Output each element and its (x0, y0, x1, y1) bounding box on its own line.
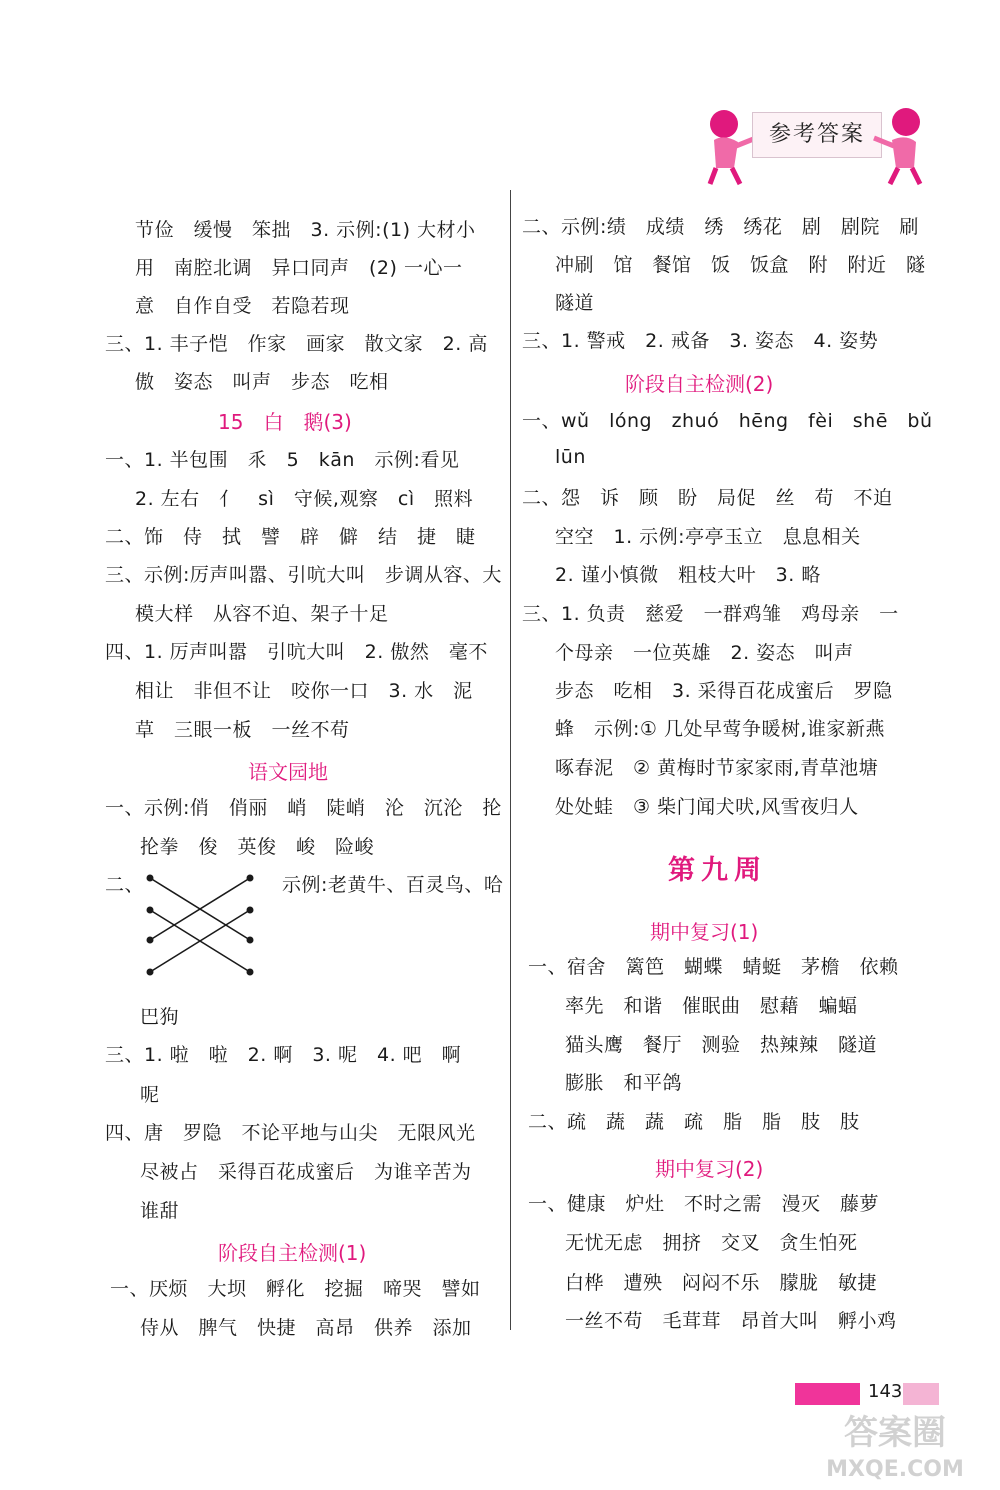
left-line: 2. 左右 亻 sì 守候,观察 cì 照料 (135, 488, 474, 510)
right-line: 空空 1. 示例:亭亭玉立 息息相关 (555, 526, 861, 548)
left-line: 巴狗 (140, 1006, 180, 1028)
left-line: 谁甜 (140, 1200, 180, 1222)
left-line: 三、1. 丰子恺 作家 画家 散文家 2. 高 (105, 333, 488, 355)
left-line: 二、 (105, 874, 145, 896)
left-line: 相让 非但不让 咬你一口 3. 水 泥 (135, 680, 473, 702)
right-line: 三、1. 警戒 2. 戒备 3. 姿态 4. 姿势 (522, 330, 879, 352)
right-line: 啄春泥 ② 黄梅时节家家雨,青草池塘 (555, 757, 879, 779)
right-line: 白桦 遭殃 闷闷不乐 朦胧 敏捷 (565, 1272, 878, 1294)
left-line: 节俭 缓慢 笨拙 3. 示例:(1) 大材小 (135, 219, 476, 241)
right-heading: 期中复习(2) (655, 1157, 764, 1181)
right-line: 三、1. 负责 慈爱 一群鸡雏 鸡母亲 一 (522, 603, 899, 625)
right-line: 二、怨 诉 顾 盼 局促 丝 苟 不迫 (522, 487, 893, 509)
figure-right-icon (870, 98, 930, 188)
right-line: 处处蛙 ③ 柴门闻犬吠,风雪夜归人 (555, 796, 859, 818)
right-line: 2. 谨小慎微 粗枝大叶 3. 略 (555, 564, 821, 586)
figure-left-icon (700, 98, 760, 188)
left-line: 四、1. 厉声叫嚣 引吭大叫 2. 傲然 毫不 (105, 641, 488, 663)
watermark-url: MXQE.COM (826, 1457, 964, 1482)
right-line: 一丝不苟 毛茸茸 昂首大叫 孵小鸡 (565, 1310, 897, 1332)
left-line: 示例:老黄牛、百灵鸟、哈 (282, 874, 504, 896)
left-line: 二、饰 侍 拭 譬 辟 僻 结 捷 睫 (105, 526, 476, 548)
left-line: 三、示例:厉声叫嚣、引吭大叫 步调从容、大 (105, 564, 502, 586)
right-line: 蜂 示例:① 几处早莺争暖树,谁家新燕 (555, 718, 886, 740)
left-line: 尽被占 采得百花成蜜后 为谁辛苦为 (140, 1161, 472, 1183)
left-line: 四、唐 罗隐 不论平地与山尖 无限风光 (105, 1122, 476, 1144)
left-heading: 语文园地 (248, 760, 328, 784)
page-number: 143 (868, 1381, 903, 1402)
matching-lines-diagram (140, 868, 260, 983)
left-line: 侍从 脾气 快捷 高昂 供养 添加 (140, 1317, 472, 1339)
right-heading: 期中复习(1) (650, 920, 759, 944)
right-line: 一、宿舍 篱笆 蝴蝶 蜻蜓 茅檐 依赖 (528, 956, 899, 978)
right-line: 个母亲 一位英雄 2. 姿态 叫声 (555, 642, 854, 664)
right-line: 膨胀 和平鸽 (565, 1072, 683, 1094)
right-heading: 阶段自主检测(2) (625, 372, 774, 396)
left-line: 一、1. 半包围 乑 5 kān 示例:看见 (105, 449, 460, 471)
watermark-title: 答案圈 (844, 1413, 946, 1453)
right-line: 一、wǔ lóng zhuó hēng fèi shē bǔ (522, 410, 933, 432)
watermark-logo (800, 1400, 990, 1485)
right-line: 二、示例:绩 成绩 绣 绣花 剧 剧院 刷 (522, 216, 919, 238)
left-line: 一、示例:俏 俏丽 峭 陡峭 沦 沉沦 抡 (105, 797, 502, 819)
left-line: 抡拳 俊 英俊 峻 险峻 (140, 836, 375, 858)
right-line: 无忧无虑 拥挤 交叉 贪生怕死 (565, 1232, 858, 1254)
left-line: 三、1. 啦 啦 2. 啊 3. 呢 4. 吧 啊 (105, 1044, 462, 1066)
right-line: 步态 吃相 3. 采得百花成蜜后 罗隐 (555, 680, 893, 702)
right-line: 率先 和谐 催眠曲 慰藉 蝙蝠 (565, 995, 858, 1017)
left-line: 草 三眼一板 一丝不苟 (135, 719, 350, 741)
answer-badge (700, 98, 930, 188)
week-title: 第九周 (668, 855, 767, 886)
column-divider (510, 190, 511, 1330)
right-line: 冲刷 馆 餐馆 饭 饭盒 附 附近 隧 (555, 254, 926, 276)
left-line: 傲 姿态 叫声 步态 吃相 (135, 371, 389, 393)
left-line: 呢 (140, 1084, 160, 1106)
right-line: 二、疏 蔬 蔬 疏 脂 脂 肢 肢 (528, 1111, 860, 1133)
left-line: 用 南腔北调 异口同声 (2) 一心一 (135, 257, 463, 279)
answer-badge-title: 参考答案 (752, 112, 882, 158)
left-line: 一、厌烦 大坝 孵化 挖掘 啼哭 譬如 (110, 1278, 481, 1300)
right-line: 隧道 (555, 292, 595, 314)
right-line: 一、健康 炉灶 不时之需 漫灭 藤萝 (528, 1193, 880, 1215)
left-heading: 阶段自主检测(1) (218, 1241, 367, 1265)
right-line: lūn (555, 446, 586, 468)
left-line: 模大样 从容不迫、架子十足 (135, 603, 389, 625)
right-line: 猫头鹰 餐厅 测验 热辣辣 隧道 (565, 1034, 878, 1056)
left-heading: 15 白 鹅(3) (218, 410, 352, 434)
left-line: 意 自作自受 若隐若现 (135, 295, 350, 317)
